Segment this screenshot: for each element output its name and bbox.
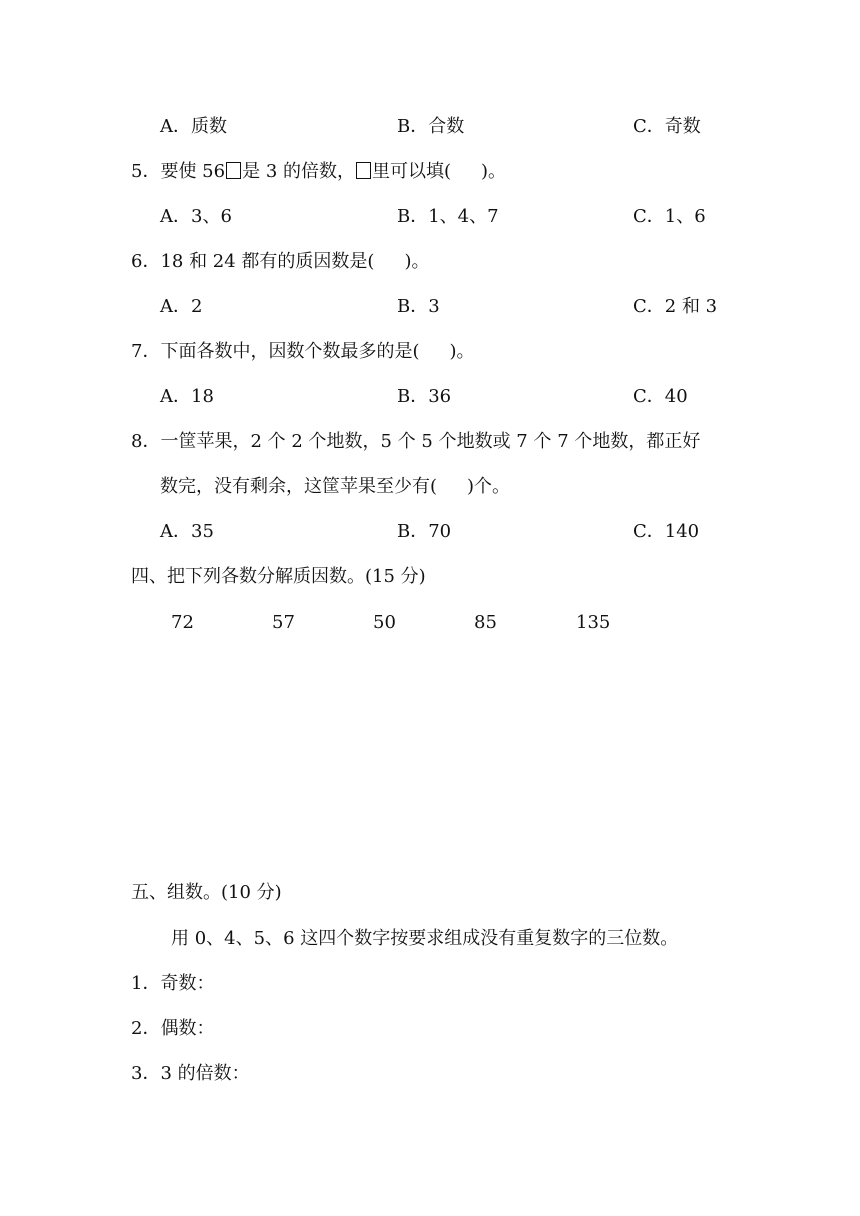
question-text: )。 bbox=[481, 161, 507, 182]
question-text: )。 bbox=[449, 341, 475, 362]
q7-option-c: C．40 bbox=[633, 386, 688, 407]
q5-option-b: B．1、4、7 bbox=[397, 206, 499, 227]
q6-option-b: B．3 bbox=[397, 296, 440, 317]
question-number: 5． bbox=[131, 161, 161, 182]
question-text: )个。 bbox=[467, 476, 511, 497]
question-text: 数完，没有剩余，这筐苹果至少有( bbox=[160, 476, 438, 497]
q4-option-b: B．合数 bbox=[397, 116, 465, 137]
section-5-intro: 用 0、4、5、6 这四个数字按要求组成没有重复数字的三位数。 bbox=[171, 928, 679, 949]
blank-box-icon bbox=[226, 162, 241, 179]
q8-option-c: C．140 bbox=[633, 521, 700, 542]
q8-option-b: B．70 bbox=[397, 521, 452, 542]
question-text: 里可以填( bbox=[372, 161, 452, 182]
q7-option-a: A．18 bbox=[160, 386, 214, 407]
blank-box-icon bbox=[356, 162, 371, 179]
question-5 bbox=[131, 160, 506, 184]
section-4-title: 四、把下列各数分解质因数。(15 分) bbox=[131, 566, 426, 587]
question-number: 6． bbox=[131, 251, 161, 272]
q8-option-a: A．35 bbox=[160, 521, 214, 542]
question-number: 8． bbox=[131, 431, 161, 452]
question-text: )。 bbox=[404, 251, 430, 272]
question-text: 一筐苹果，2 个 2 个地数，5 个 5 个地数或 7 个 7 个地数，都正好 bbox=[160, 431, 701, 452]
factor-number: 50 bbox=[373, 612, 396, 633]
question-8 bbox=[131, 430, 700, 454]
question-text: 要使 56 bbox=[160, 161, 226, 182]
question-7 bbox=[131, 340, 475, 364]
q5-option-c: C．1、6 bbox=[633, 206, 706, 227]
factor-number: 57 bbox=[272, 612, 295, 633]
q4-option-a: A．质数 bbox=[160, 116, 227, 137]
q6-option-a: A．2 bbox=[160, 296, 203, 317]
q5-option-a: A．3、6 bbox=[160, 206, 232, 227]
factor-number: 135 bbox=[576, 612, 611, 633]
question-text: 是 3 的倍数， bbox=[242, 161, 355, 182]
question-text: 下面各数中，因数个数最多的是( bbox=[160, 341, 420, 362]
answer-item-even: 2．偶数： bbox=[131, 1018, 215, 1039]
section-5-title: 五、组数。(10 分) bbox=[131, 882, 282, 903]
answer-item-multiple-of-3: 3．3 的倍数： bbox=[131, 1063, 250, 1084]
factor-number: 85 bbox=[474, 612, 497, 633]
question-6 bbox=[131, 250, 429, 274]
factor-number: 72 bbox=[171, 612, 194, 633]
q7-option-b: B．36 bbox=[397, 386, 452, 407]
question-number: 7． bbox=[131, 341, 161, 362]
q6-option-c: C．2 和 3 bbox=[633, 296, 718, 317]
q4-option-c: C．奇数 bbox=[633, 116, 701, 137]
question-8-line-2 bbox=[160, 475, 510, 499]
answer-item-odd: 1．奇数： bbox=[131, 973, 215, 994]
question-text: 18 和 24 都有的质因数是( bbox=[160, 251, 375, 272]
